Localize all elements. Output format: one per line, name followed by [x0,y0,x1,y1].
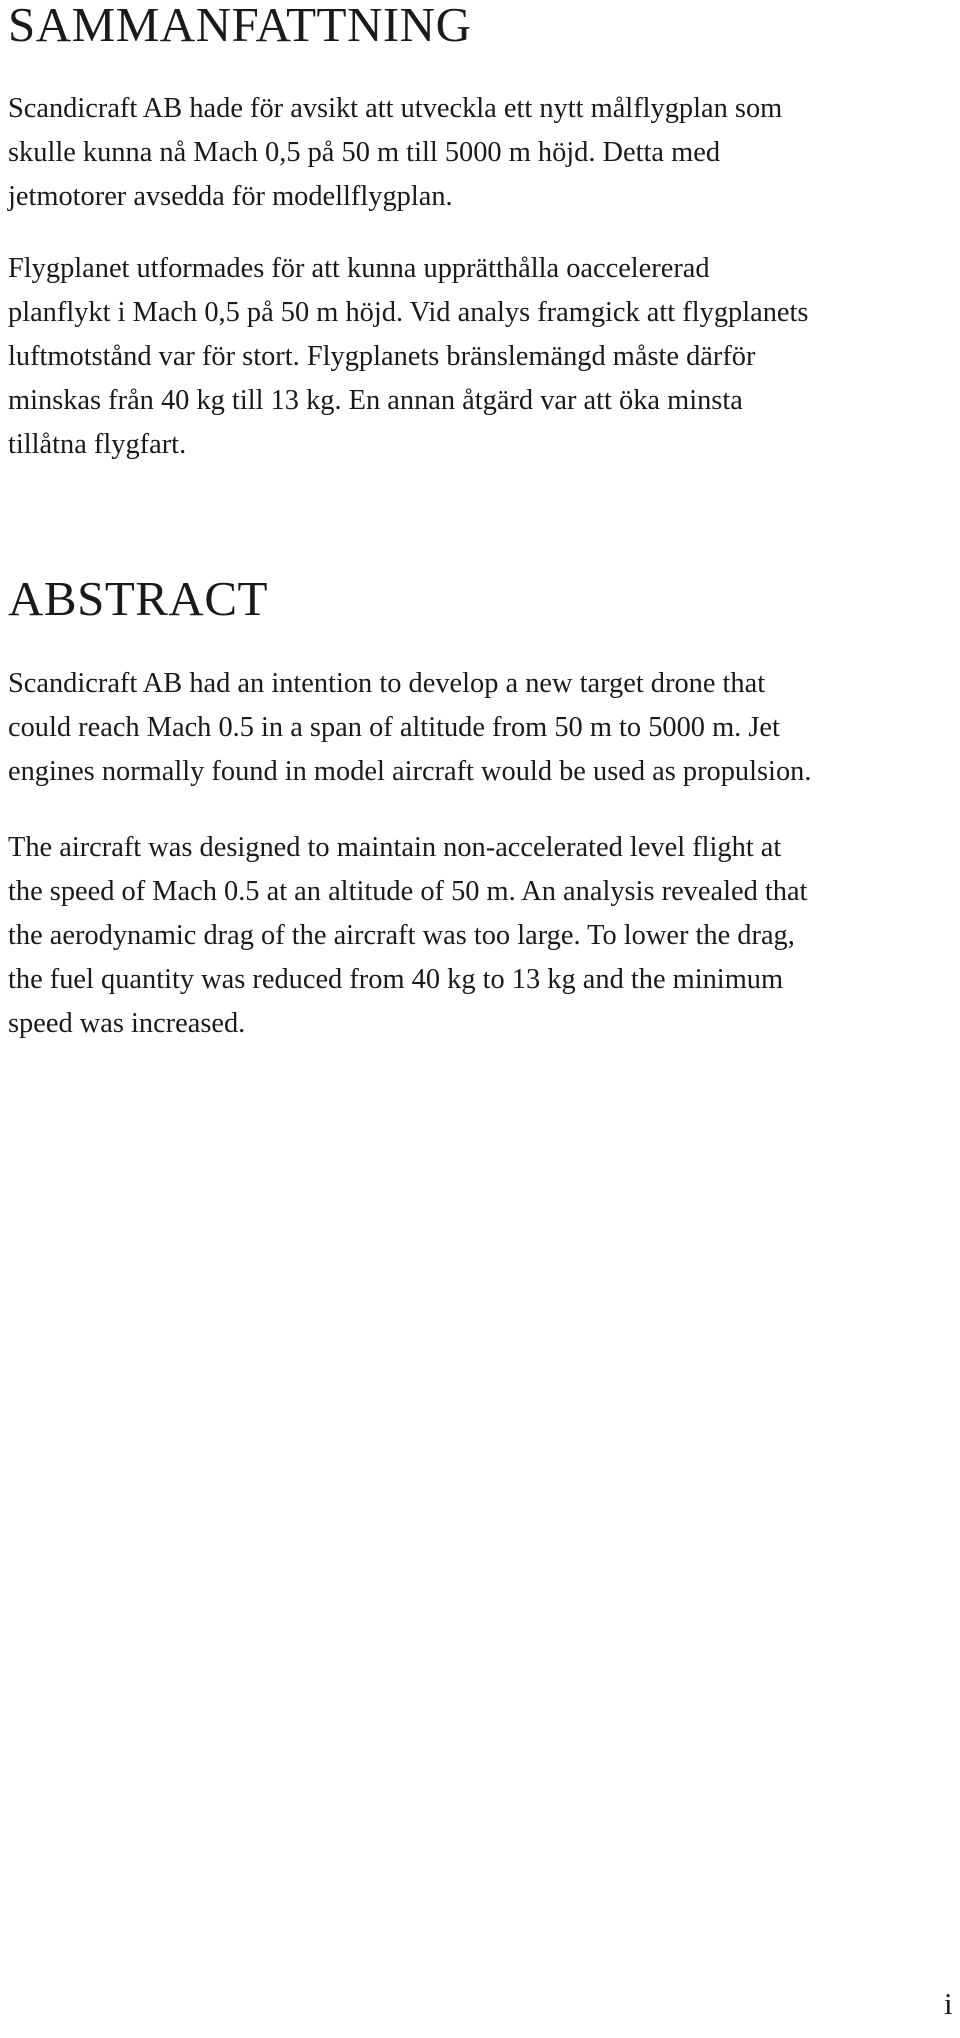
text-line: could reach Mach 0.5 in a span of altitude from 50 m to 5000 m. Jet [8,712,780,743]
sammanfattning-heading: SAMMANFATTNING [8,0,472,52]
text-line: the speed of Mach 0.5 at an altitude of 50 m. An analysis revealed that [8,876,808,907]
text-line: The aircraft was designed to maintain non-accelerated level flight at [8,832,782,863]
text-line: Scandicraft AB hade för avsikt att utveckla ett nytt målflygplan som [8,93,783,124]
text-line: engines normally found in model aircraft would be used as propulsion. [8,756,812,787]
text-line: Scandicraft AB had an intention to develop a new target drone that [8,668,766,699]
text-line: minskas från 40 kg till 13 kg. En annan åtgärd var att öka minsta [8,385,743,416]
text-line: Flygplanet utformades för att kunna upprätthålla oaccelererad [8,253,710,284]
sammanfattning-paragraph-2 [8,247,958,467]
page-number: i [944,1986,953,2021]
text-line: speed was increased. [8,1008,246,1039]
text-line: jetmotorer avsedda för modellflygplan. [8,181,453,212]
text-line: tillåtna flygfart. [8,429,187,460]
abstract-paragraph-2 [8,826,958,1046]
text-line: skulle kunna nå Mach 0,5 på 50 m till 5000 m höjd. Detta med [8,137,721,168]
abstract-paragraph-1 [8,662,958,794]
sammanfattning-paragraph-1 [8,87,958,219]
text-line: the aerodynamic drag of the aircraft was too large. To lower the drag, [8,920,795,951]
text-line: planflykt i Mach 0,5 på 50 m höjd. Vid analys framgick att flygplanets [8,297,809,328]
abstract-heading: ABSTRACT [8,571,268,626]
text-line: luftmotstånd var för stort. Flygplanets bränslemängd måste därför [8,341,756,372]
text-line: the fuel quantity was reduced from 40 kg to 13 kg and the minimum [8,964,784,995]
